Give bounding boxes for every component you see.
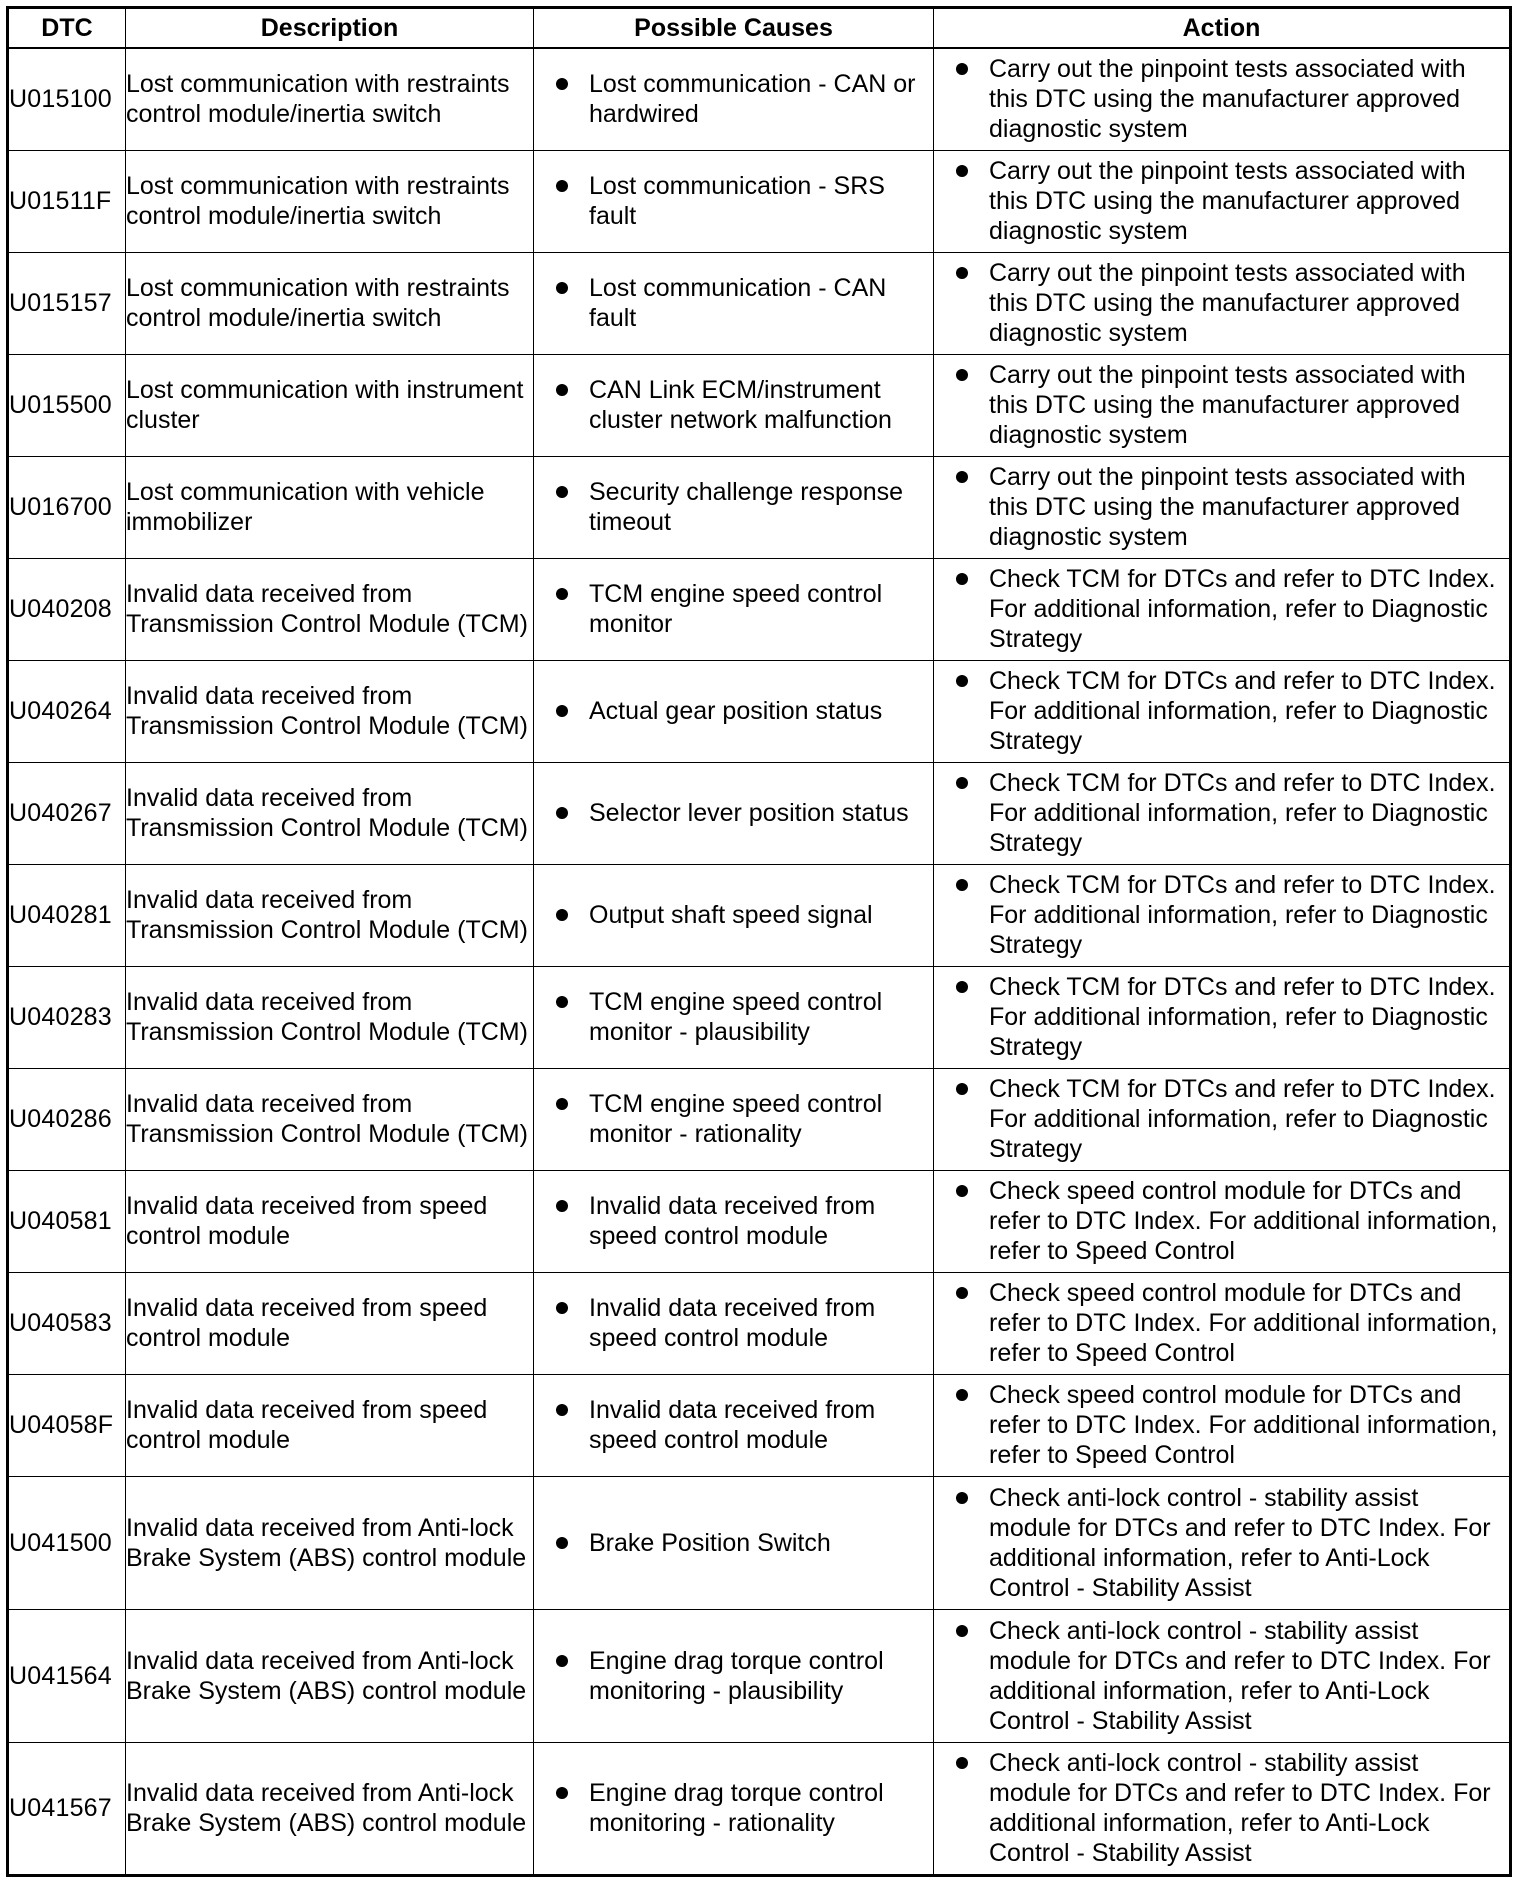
action-text: Carry out the pinpoint tests associated with this DTC using the manufacturer approved diagnostic system — [989, 463, 1466, 551]
bullet-icon — [556, 1787, 568, 1799]
dtc-code: U041500 — [8, 1476, 126, 1609]
action-cell — [934, 558, 1511, 660]
bullet-icon — [956, 981, 968, 993]
table-row — [8, 1272, 1511, 1374]
table-body — [8, 48, 1511, 1875]
dtc-code: U040267 — [8, 762, 126, 864]
table-row — [8, 150, 1511, 252]
possible-cause-text: Output shaft speed signal — [589, 901, 873, 929]
bullet-icon — [556, 1098, 568, 1110]
table-row — [8, 48, 1511, 150]
possible-cause-text: Security challenge response timeout — [589, 478, 904, 536]
action-text: Check anti-lock control - stability assist module for DTCs and refer to DTC Index. For additional information, refer to Anti-Lock Control - Stability Assist — [989, 1483, 1491, 1602]
bullet-icon — [956, 1389, 968, 1401]
action-cell — [934, 1374, 1511, 1476]
bullet-icon — [956, 777, 968, 789]
dtc-description: Invalid data received from Anti-lock Brake System (ABS) control module — [126, 1742, 534, 1875]
possible-cause-text: Lost communication - CAN or hardwired — [589, 70, 916, 129]
possible-cause-cell — [534, 1374, 934, 1476]
bullet-icon — [956, 1287, 968, 1299]
action-cell — [934, 864, 1511, 966]
bullet-icon — [956, 267, 968, 279]
action-cell — [934, 1609, 1511, 1742]
possible-cause-cell — [534, 1170, 934, 1272]
action-text: Carry out the pinpoint tests associated with this DTC using the manufacturer approved diagnostic system — [989, 259, 1466, 347]
dtc-code: U016700 — [8, 456, 126, 558]
bullet-icon — [556, 1404, 568, 1416]
possible-cause-text: Selector lever position status — [589, 799, 909, 827]
action-text: Check anti-lock control - stability assist module for DTCs and refer to DTC Index. For additional information, refer to Anti-Lock Control - Stability Assist — [989, 1616, 1491, 1735]
bullet-icon — [556, 384, 568, 396]
action-cell — [934, 1476, 1511, 1609]
dtc-description: Invalid data received from speed control module — [126, 1272, 534, 1374]
possible-cause-text: TCM engine speed control monitor — [589, 580, 883, 638]
possible-cause-text: Invalid data received from speed control module — [589, 1294, 876, 1352]
table-row — [8, 558, 1511, 660]
possible-cause-text: TCM engine speed control monitor - rationality — [589, 1090, 883, 1148]
dtc-code: U040283 — [8, 966, 126, 1068]
possible-cause-cell — [534, 1476, 934, 1609]
bullet-icon — [956, 369, 968, 381]
possible-cause-cell — [534, 354, 934, 456]
dtc-code: U040286 — [8, 1068, 126, 1170]
bullet-icon — [556, 996, 568, 1008]
action-cell — [934, 252, 1511, 354]
action-text: Check TCM for DTCs and refer to DTC Index. For additional information, refer to Diagnostic Strategy — [989, 769, 1496, 857]
table-row — [8, 864, 1511, 966]
possible-cause-cell — [534, 558, 934, 660]
dtc-description: Invalid data received from Anti-lock Brake System (ABS) control module — [126, 1476, 534, 1609]
bullet-icon — [556, 909, 568, 921]
dtc-description: Invalid data received from Transmission Control Module (TCM) — [126, 762, 534, 864]
bullet-icon — [956, 1625, 968, 1637]
possible-cause-cell — [534, 252, 934, 354]
dtc-description: Invalid data received from speed control module — [126, 1374, 534, 1476]
table-row — [8, 456, 1511, 558]
possible-cause-text: Lost communication - SRS fault — [589, 172, 885, 230]
header-possible-causes: Possible Causes — [534, 8, 934, 49]
dtc-description: Invalid data received from Transmission Control Module (TCM) — [126, 660, 534, 762]
action-cell — [934, 150, 1511, 252]
bullet-icon — [556, 1302, 568, 1314]
bullet-icon — [556, 705, 568, 717]
action-text: Check TCM for DTCs and refer to DTC Index. For additional information, refer to Diagnostic Strategy — [989, 1075, 1496, 1163]
possible-cause-cell — [534, 48, 934, 150]
dtc-code: U015157 — [8, 252, 126, 354]
action-cell — [934, 660, 1511, 762]
table-row — [8, 966, 1511, 1068]
dtc-description: Lost communication with restraints control module/inertia switch — [126, 150, 534, 252]
bullet-icon — [956, 573, 968, 585]
bullet-icon — [956, 879, 968, 891]
bullet-icon — [956, 165, 968, 177]
dtc-code: U040208 — [8, 558, 126, 660]
possible-cause-text: Lost communication - CAN fault — [589, 274, 887, 332]
dtc-description: Invalid data received from Transmission Control Module (TCM) — [126, 864, 534, 966]
dtc-description: Lost communication with instrument cluster — [126, 354, 534, 456]
possible-cause-text: Engine drag torque control monitoring - plausibility — [589, 1646, 884, 1705]
table-header-row — [8, 8, 1511, 49]
dtc-code: U040264 — [8, 660, 126, 762]
possible-cause-cell — [534, 150, 934, 252]
bullet-icon — [956, 1083, 968, 1095]
dtc-document — [6, 6, 1509, 1877]
possible-cause-text: CAN Link ECM/instrument cluster network malfunction — [589, 376, 892, 434]
possible-cause-text: Brake Position Switch — [589, 1528, 831, 1557]
bullet-icon — [556, 1537, 568, 1549]
dtc-code: U041564 — [8, 1609, 126, 1742]
dtc-description: Lost communication with vehicle immobilizer — [126, 456, 534, 558]
possible-cause-cell — [534, 1272, 934, 1374]
possible-cause-text: Invalid data received from speed control module — [589, 1192, 876, 1250]
action-cell — [934, 1068, 1511, 1170]
dtc-code: U040581 — [8, 1170, 126, 1272]
action-text: Carry out the pinpoint tests associated with this DTC using the manufacturer approved diagnostic system — [989, 361, 1466, 449]
possible-cause-text: Invalid data received from speed control module — [589, 1396, 876, 1454]
bullet-icon — [556, 1655, 568, 1667]
action-text: Check TCM for DTCs and refer to DTC Index. For additional information, refer to Diagnostic Strategy — [989, 565, 1496, 653]
bullet-icon — [956, 471, 968, 483]
action-text: Check TCM for DTCs and refer to DTC Index. For additional information, refer to Diagnostic Strategy — [989, 973, 1496, 1061]
dtc-code: U015500 — [8, 354, 126, 456]
bullet-icon — [556, 588, 568, 600]
header-dtc: DTC — [8, 8, 126, 49]
header-action: Action — [934, 8, 1511, 49]
dtc-description: Lost communication with restraints control module/inertia switch — [126, 252, 534, 354]
action-cell — [934, 456, 1511, 558]
bullet-icon — [956, 63, 968, 75]
bullet-icon — [556, 282, 568, 294]
possible-cause-cell — [534, 966, 934, 1068]
possible-cause-cell — [534, 762, 934, 864]
possible-cause-cell — [534, 864, 934, 966]
action-text: Check TCM for DTCs and refer to DTC Index. For additional information, refer to Diagnostic Strategy — [989, 667, 1496, 755]
dtc-table — [6, 6, 1512, 1877]
possible-cause-text: Actual gear position status — [589, 697, 883, 725]
dtc-code: U04058F — [8, 1374, 126, 1476]
possible-cause-text: Engine drag torque control monitoring - rationality — [589, 1779, 884, 1837]
bullet-icon — [956, 675, 968, 687]
table-row — [8, 762, 1511, 864]
dtc-description: Lost communication with restraints control module/inertia switch — [126, 48, 534, 150]
dtc-code: U040583 — [8, 1272, 126, 1374]
action-text: Check speed control module for DTCs and refer to DTC Index. For additional information, refer to Speed Control — [989, 1381, 1498, 1469]
action-cell — [934, 1170, 1511, 1272]
table-row — [8, 1609, 1511, 1742]
bullet-icon — [556, 807, 568, 819]
dtc-description: Invalid data received from Transmission Control Module (TCM) — [126, 558, 534, 660]
bullet-icon — [556, 486, 568, 498]
bullet-icon — [556, 1200, 568, 1212]
possible-cause-cell — [534, 1742, 934, 1875]
action-cell — [934, 354, 1511, 456]
possible-cause-text: TCM engine speed control monitor - plausibility — [589, 988, 883, 1046]
action-text: Carry out the pinpoint tests associated with this DTC using the manufacturer approved diagnostic system — [989, 55, 1466, 144]
dtc-description: Invalid data received from Transmission Control Module (TCM) — [126, 966, 534, 1068]
bullet-icon — [556, 180, 568, 192]
possible-cause-cell — [534, 1068, 934, 1170]
action-text: Carry out the pinpoint tests associated with this DTC using the manufacturer approved diagnostic system — [989, 157, 1466, 245]
bullet-icon — [956, 1185, 968, 1197]
table-row — [8, 354, 1511, 456]
action-cell — [934, 48, 1511, 150]
action-text: Check TCM for DTCs and refer to DTC Index. For additional information, refer to Diagnostic Strategy — [989, 871, 1496, 959]
action-cell — [934, 1742, 1511, 1875]
dtc-code: U041567 — [8, 1742, 126, 1875]
action-cell — [934, 762, 1511, 864]
dtc-description: Invalid data received from Transmission Control Module (TCM) — [126, 1068, 534, 1170]
dtc-code: U040281 — [8, 864, 126, 966]
bullet-icon — [556, 78, 568, 90]
action-cell — [934, 966, 1511, 1068]
possible-cause-cell — [534, 1609, 934, 1742]
header-description: Description — [126, 8, 534, 49]
action-cell — [934, 1272, 1511, 1374]
table-row — [8, 1476, 1511, 1609]
table-row — [8, 252, 1511, 354]
action-text: Check speed control module for DTCs and refer to DTC Index. For additional information, refer to Speed Control — [989, 1177, 1498, 1265]
dtc-code: U01511F — [8, 150, 126, 252]
table-row — [8, 660, 1511, 762]
dtc-description: Invalid data received from speed control module — [126, 1170, 534, 1272]
dtc-description: Invalid data received from Anti-lock Brake System (ABS) control module — [126, 1609, 534, 1742]
table-row — [8, 1068, 1511, 1170]
table-row — [8, 1374, 1511, 1476]
possible-cause-cell — [534, 456, 934, 558]
possible-cause-cell — [534, 660, 934, 762]
bullet-icon — [956, 1492, 968, 1504]
table-row — [8, 1170, 1511, 1272]
bullet-icon — [956, 1757, 968, 1769]
action-text: Check anti-lock control - stability assist module for DTCs and refer to DTC Index. For additional information, refer to Anti-Lock Control - Stability Assist — [989, 1749, 1491, 1867]
dtc-code: U015100 — [8, 48, 126, 150]
table-row — [8, 1742, 1511, 1875]
action-text: Check speed control module for DTCs and refer to DTC Index. For additional information, refer to Speed Control — [989, 1279, 1498, 1367]
